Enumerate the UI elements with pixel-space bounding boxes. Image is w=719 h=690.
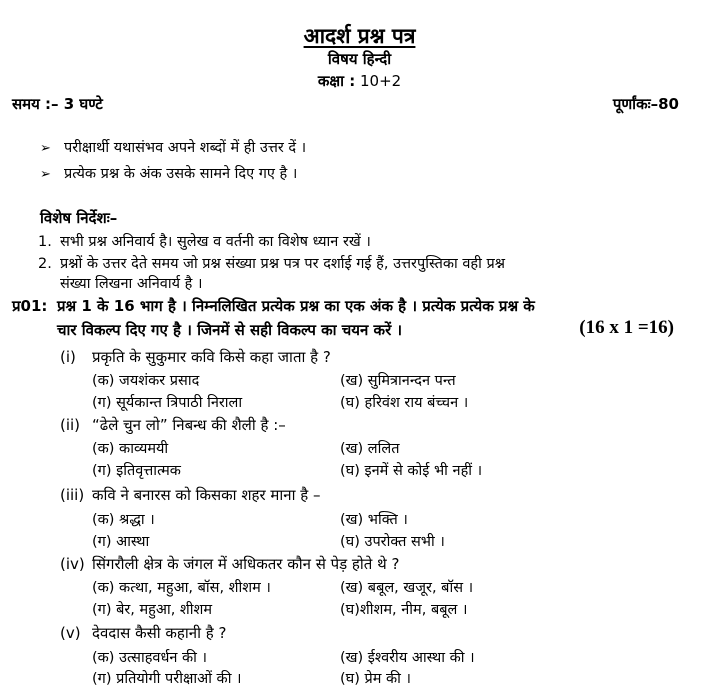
subquestion: (iv) सिंगरौली क्षेत्र के जंगल में अधिकतर कौन से पेड़ होते थे ? [60, 555, 400, 573]
arrow-bullet-icon: ➢ [40, 167, 51, 182]
special-instruction-item-cont: संख्या लिखना अनिवार्य है । [60, 276, 203, 292]
question-text: प्रश्न 1 के 16 भाग है । निम्नलिखित प्रत्येक प्रश्न का एक अंक है । प्रत्येक प्रत्येक प्रश्न के [57, 297, 535, 315]
option: (ग) इतिवृत्तात्मक [92, 463, 181, 479]
option: (ख) बबूल, खजूर, बॉस । [340, 580, 474, 596]
question-marks: (16 x 1 =16) [579, 317, 674, 338]
option: (घ) प्रेम की । [340, 671, 412, 687]
special-instruction-item: 2. प्रश्नों के उत्तर देते समय जो प्रश्न संख्या प्रश्न पत्र पर दर्शाई गई हैं, उत्तरपुस्तिका वही प्रश्न [38, 256, 505, 272]
instruction-item: ➢ परीक्षार्थी यथासंभव अपने शब्दों में ही उत्तर दें । [40, 140, 307, 156]
option: (क) कत्था, महुआ, बॉस, शीशम । [92, 580, 271, 596]
option: (क) काव्यमयी [92, 441, 169, 457]
subquestion: (ii) “ढेले चुन लो” निबन्ध की शैली है :– [60, 416, 286, 434]
option: (ख) भक्ति । [340, 512, 408, 528]
time-allowed: समय :– 3 घण्टे [12, 95, 103, 113]
option: (ग) सूर्यकान्त त्रिपाठी निराला [92, 395, 243, 411]
option: (ग) बेर, महुआ, शीशम [92, 602, 213, 618]
option: (घ)शीशम, नीम, बबूल । [340, 602, 468, 618]
special-instructions-heading: विशेष निर्देशः– [40, 209, 118, 227]
option: (घ) इनमें से कोई भी नहीं । [340, 463, 483, 479]
question-text-cont: चार विकल्प दिए गए है । जिनमें से सही विकल्प का चयन करें । [57, 321, 403, 339]
paper-title: आदर्श प्रश्न पत्र [303, 24, 416, 48]
option: (घ) हरिवंश राय बंच्चन । [340, 395, 469, 411]
subquestion: (i) प्रकृति के सुकुमार कवि किसे कहा जाता है ? [60, 348, 331, 366]
option: (ख) ईश्वरीय आस्था की । [340, 650, 475, 666]
instruction-item: ➢ प्रत्येक प्रश्न के अंक उसके सामने दिए गए है । [40, 166, 298, 182]
subquestion: (iii) कवि ने बनारस को किसका शहर माना है – [60, 486, 321, 504]
option: (ग) प्रतियोगी परीक्षाओं की । [92, 671, 242, 687]
subject-line: विषय हिन्दी [327, 50, 392, 68]
option: (ख) ललित [340, 441, 400, 457]
option: (ख) सुमित्रानन्दन पन्त [340, 373, 456, 389]
arrow-bullet-icon: ➢ [40, 141, 51, 156]
full-marks: पूर्णांकः–80 [612, 95, 679, 113]
special-instruction-item: 1. सभी प्रश्न अनिवार्य है। सुलेख व वर्तनी का विशेष ध्यान रखें । [38, 234, 371, 250]
class-label: कक्षा : [317, 72, 356, 90]
subquestion: (v) देवदास कैसी कहानी है ? [60, 624, 227, 642]
class-line [0, 71, 719, 91]
option: (ग) आस्था [92, 534, 150, 550]
option: (घ) उपरोक्त सभी । [340, 534, 445, 550]
class-value: 10+2 [359, 72, 402, 90]
question-number: प्र01: [12, 297, 48, 315]
option: (क) जयशंकर प्रसाद [92, 373, 200, 389]
option: (क) श्रद्धा । [92, 512, 155, 528]
option: (क) उत्साहवर्धन की । [92, 650, 208, 666]
